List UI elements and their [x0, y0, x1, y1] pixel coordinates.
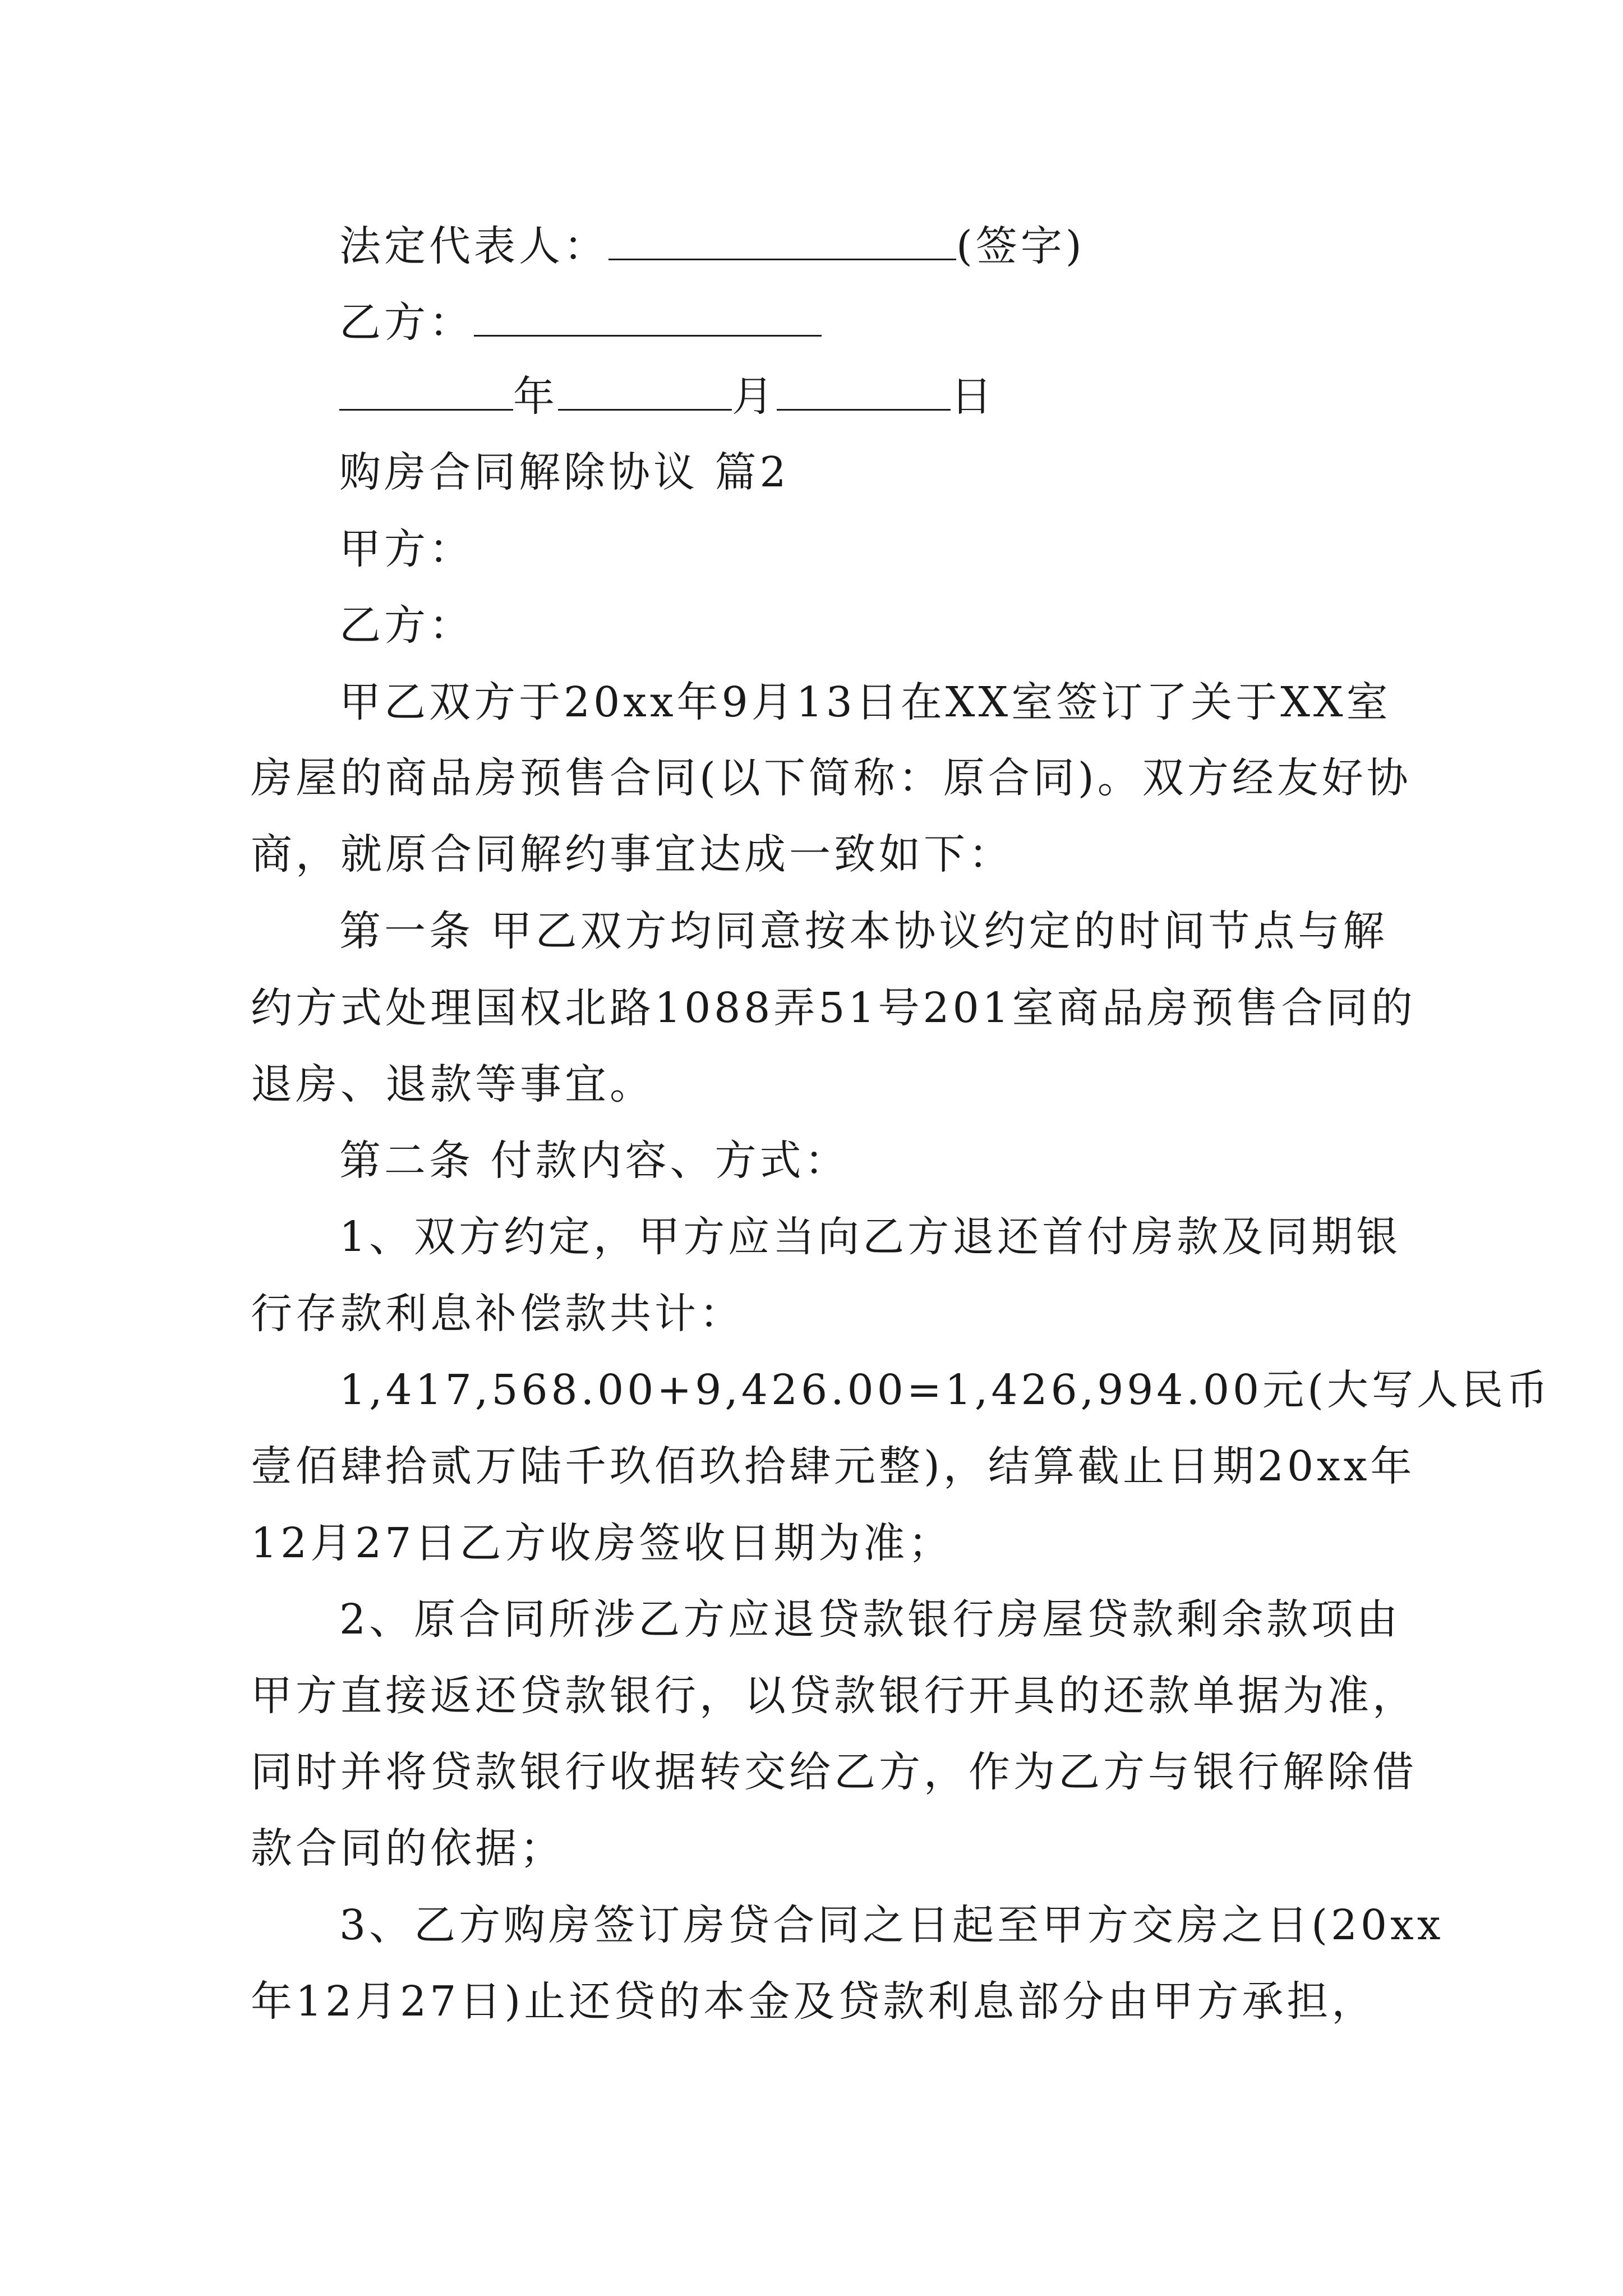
- party-b-signature-blank: [474, 329, 822, 337]
- paragraph-line: 商，就原合同解约事宜达成一致如下：: [251, 830, 1013, 878]
- day-label: 日: [951, 372, 995, 421]
- legal-rep-label: 法定代表人：: [339, 222, 608, 270]
- paragraph-line: 1,417,568.00+9,426.00=1,426,994.00元(大写人民币: [339, 1366, 1552, 1414]
- paragraph-line: 同时并将贷款银行收据转交给乙方，作为乙方与银行解除借: [251, 1748, 1417, 1796]
- party-b-label: 乙方：: [339, 601, 474, 650]
- paragraph-line: 壹佰肆拾贰万陆千玖佰玖拾肆元整)，结算截止日期20xx年: [251, 1442, 1415, 1490]
- date-line: [339, 372, 995, 421]
- legal-rep-signature-blank: [608, 253, 956, 260]
- month-label: 月: [732, 372, 777, 421]
- paragraph-line: 退房、退款等事宜。: [251, 1060, 654, 1108]
- paragraph-line: 约方式处理国权北路1088弄51号201室商品房预售合同的: [251, 984, 1416, 1032]
- day-blank: [777, 403, 951, 411]
- paragraph-line: 房屋的商品房预售合同(以下简称：原合同)。双方经友好协: [251, 754, 1412, 802]
- paragraph-line: 款合同的依据；: [251, 1824, 565, 1872]
- paragraph-line: 甲乙双方于20xx年9月13日在XX室签订了关于XX室: [339, 678, 1391, 726]
- sign-note: (签字): [956, 222, 1085, 270]
- year-label: 年: [513, 372, 558, 421]
- party-b-sign-label: 乙方：: [339, 298, 474, 347]
- paragraph-line: 第一条 甲乙双方均同意按本协议约定的时间节点与解: [339, 907, 1388, 955]
- paragraph-line: 年12月27日)止还贷的本金及贷款利息部分由甲方承担，: [251, 1977, 1377, 2026]
- party-a-label: 甲方：: [339, 525, 474, 573]
- paragraph-line: 甲方直接返还贷款银行，以贷款银行开具的还款单据为准，: [251, 1672, 1417, 1720]
- paragraph-line: 2、原合同所涉乙方应退贷款银行房屋贷款剩余款项由: [339, 1595, 1401, 1644]
- paragraph-line: 1、双方约定，甲方应当向乙方退还首付房款及同期银: [339, 1213, 1401, 1261]
- paragraph-line: 第二条 付款内容、方式：: [339, 1137, 850, 1185]
- year-blank: [339, 403, 513, 411]
- section-title: 购房合同解除协议 篇2: [339, 448, 790, 496]
- party-b-signature-line: [339, 298, 822, 347]
- paragraph-line: 行存款利息补偿款共计：: [251, 1290, 744, 1338]
- month-blank: [558, 403, 732, 411]
- paragraph-line: 12月27日乙方收房签收日期为准；: [251, 1519, 953, 1567]
- legal-representative-line: [339, 222, 1085, 270]
- paragraph-line: 3、乙方购房签订房贷合同之日起至甲方交房之日(20xx: [339, 1901, 1444, 1949]
